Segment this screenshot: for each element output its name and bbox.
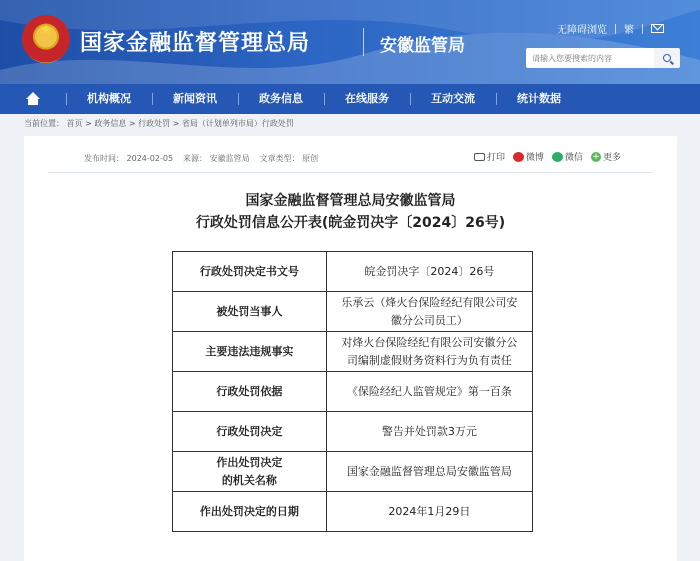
search-icon xyxy=(663,54,671,62)
row-value: 皖金罚决字〔2024〕26号 xyxy=(326,252,532,292)
wechat-icon xyxy=(552,152,563,162)
wechat-share-button[interactable] xyxy=(552,150,583,163)
traditional-chinese-link[interactable]: 繁 xyxy=(624,25,634,36)
nav-home[interactable] xyxy=(0,84,66,114)
emblem-icon[interactable]: ★ xyxy=(22,15,70,63)
table-row xyxy=(173,452,533,492)
row-value: 乐承云（烽火台保险经纪有限公司安徽分公司员工） xyxy=(326,292,532,332)
nav-item-government[interactable]: 政务信息 xyxy=(238,84,324,114)
weibo-label: 微博 xyxy=(525,153,544,163)
mail-icon[interactable] xyxy=(651,24,664,33)
print-icon xyxy=(474,153,485,161)
branch-title[interactable]: 安徽监管局 xyxy=(380,36,465,56)
row-label: 行政处罚依据 xyxy=(173,372,327,412)
table-row xyxy=(173,412,533,452)
row-label: 主要违法违规事实 xyxy=(173,332,327,372)
publish-time: 发布时间： 2024-02-05 xyxy=(84,154,174,163)
table-row xyxy=(173,292,533,332)
main-nav xyxy=(0,84,700,114)
print-button[interactable] xyxy=(474,150,505,163)
top-links xyxy=(557,21,664,36)
link-divider xyxy=(642,24,643,34)
document-title-line1: 国家金融监督管理总局安徽监管局 xyxy=(245,193,456,209)
search-input[interactable] xyxy=(526,48,654,68)
row-value: 2024年1月29日 xyxy=(326,492,532,532)
accessibility-link[interactable]: 无障碍浏览 xyxy=(557,25,607,36)
row-value: 国家金融监督管理总局安徽监管局 xyxy=(326,452,532,492)
penalty-table xyxy=(172,251,533,532)
nav-item-online-service[interactable]: 在线服务 xyxy=(324,84,410,114)
row-label: 作出处罚决定的机关名称 xyxy=(173,452,327,492)
weibo-icon xyxy=(513,152,524,162)
source: 来源： 安徽监管局 xyxy=(183,154,250,163)
nav-item-interaction[interactable]: 互动交流 xyxy=(410,84,496,114)
row-value: 对烽火台保险经纪有限公司安徽分公司编制虚假财务资料行为负有责任 xyxy=(326,332,532,372)
row-value: 警告并处罚款3万元 xyxy=(326,412,532,452)
home-icon xyxy=(25,92,41,106)
link-divider xyxy=(615,24,616,34)
document-title-line2: 行政处罚信息公开表(皖金罚决字〔2024〕26号) xyxy=(195,215,506,231)
row-label: 作出处罚决定的日期 xyxy=(173,492,327,532)
wechat-label: 微信 xyxy=(564,153,583,163)
title-divider xyxy=(363,28,364,56)
nav-item-statistics[interactable]: 统计数据 xyxy=(496,84,582,114)
table-row xyxy=(173,252,533,292)
row-value: 《保险经纪人监管规定》第一百条 xyxy=(326,372,532,412)
share-bar xyxy=(474,150,621,163)
site-header xyxy=(0,0,700,84)
article-type: 文章类型： 原创 xyxy=(259,154,319,163)
more-label: 更多 xyxy=(602,153,621,163)
row-label: 行政处罚决定书文号 xyxy=(173,252,327,292)
more-share-button[interactable] xyxy=(591,150,621,163)
weibo-share-button[interactable] xyxy=(513,150,544,163)
nav-item-news[interactable]: 新闻资讯 xyxy=(152,84,238,114)
row-label: 被处罚当事人 xyxy=(173,292,327,332)
search-button[interactable] xyxy=(654,48,680,68)
site-title[interactable]: 国家金融监督管理总局 xyxy=(80,31,311,56)
table-row xyxy=(173,372,533,412)
breadcrumb[interactable]: 当前位置： 首页 > 政务信息 > 行政处罚 > 省局（计划单列市局）行政处罚 xyxy=(24,119,294,128)
row-label: 行政处罚决定 xyxy=(173,412,327,452)
print-label: 打印 xyxy=(486,153,505,163)
meta-divider xyxy=(48,172,653,173)
content-panel xyxy=(24,136,677,561)
table-row xyxy=(173,492,533,532)
table-row xyxy=(173,332,533,372)
plus-icon: + xyxy=(592,151,600,162)
nav-item-institution[interactable]: 机构概况 xyxy=(66,84,152,114)
article-meta xyxy=(84,153,318,164)
